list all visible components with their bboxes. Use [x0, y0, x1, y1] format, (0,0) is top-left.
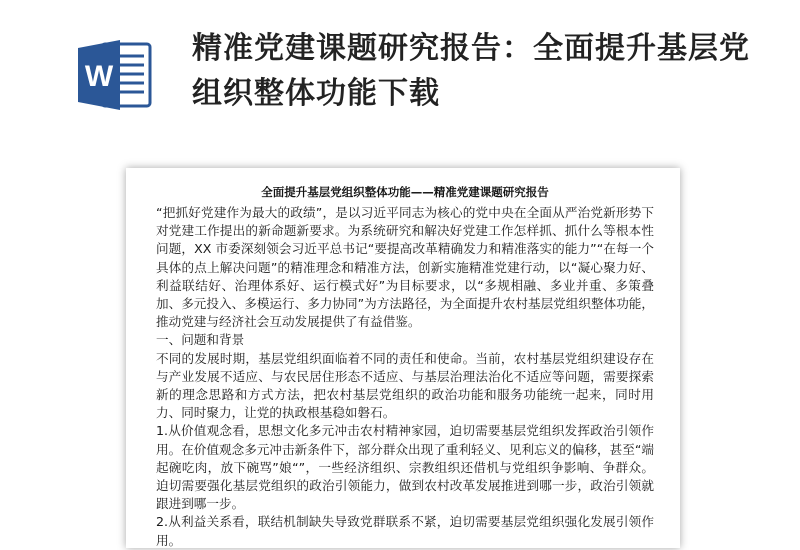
paragraph-intro: “把抓好党建作为最大的政绩”，是以习近平同志为核心的党中央在全面从严治党新形势下对党建工作提出的新命题新要求。为系统研究和解决好党建工作怎样抓、抓什么等根本性问题，XX 市委深刻领会习近平总书记“要提高改革精确发力和精准落实的能力”“在每一个具体的点上解决问题”的精准理念和精准方法，创新实施精准党建行动，以“凝心聚力好、利益联结好、治理体系好、运行模式好”为目标要求，以“多规相融、多业并重、多策叠加、多元投入、多模运行、多力协同”为方法路径，为全面提升农村基层党组织整体功能，推动党建与经济社会互动发展提供了有益借鉴。 [156, 205, 654, 330]
word-icon-letter: W [84, 60, 114, 93]
section-heading: 一、问题和背景 [156, 332, 245, 348]
document-heading: 全面提升基层党组织整体功能——精准党建课题研究报告 [261, 185, 549, 199]
paragraph-point-1: 1.从价值观念看，思想文化多元冲击农村精神家园，迫切需要基层党组织发挥政治引领作用。在价值观念多元冲击新条件下，部分群众出现了重利轻义、见利忘义的偏移，甚至“端起碗吃肉，放下碗骂”娘“”，一些经济组织、宗教组织还借机与党组织争影响、争群众。迫切需要强化基层党组织的政治引领能力，做到农村改革发展推进到哪一步，政治引领就跟进到哪一步。 [156, 423, 654, 512]
page-title: 精准党建课题研究报告：全面提升基层党组织整体功能下载 [192, 31, 750, 111]
paragraph-point-2: 2.从利益关系看，联结机制缺失导致党群联系不紧，迫切需要基层党组织强化发展引领作用。 [156, 514, 654, 548]
word-document-icon [76, 38, 154, 112]
document-body [156, 184, 654, 550]
paragraph-background: 不同的发展时期，基层党组织面临着不同的责任和使命。当前，农村基层党组织建设存在与产业发展不适应、与农民居住形态不适应、与基层治理法治化不适应等问题，需要探索新的理念思路和方式方法，把农村基层党组织的政治功能和服务功能统一起来，同时用力、同时聚力，让党的执政根基稳如磐石。 [156, 350, 654, 421]
document-preview [126, 168, 680, 548]
header [0, 0, 800, 150]
